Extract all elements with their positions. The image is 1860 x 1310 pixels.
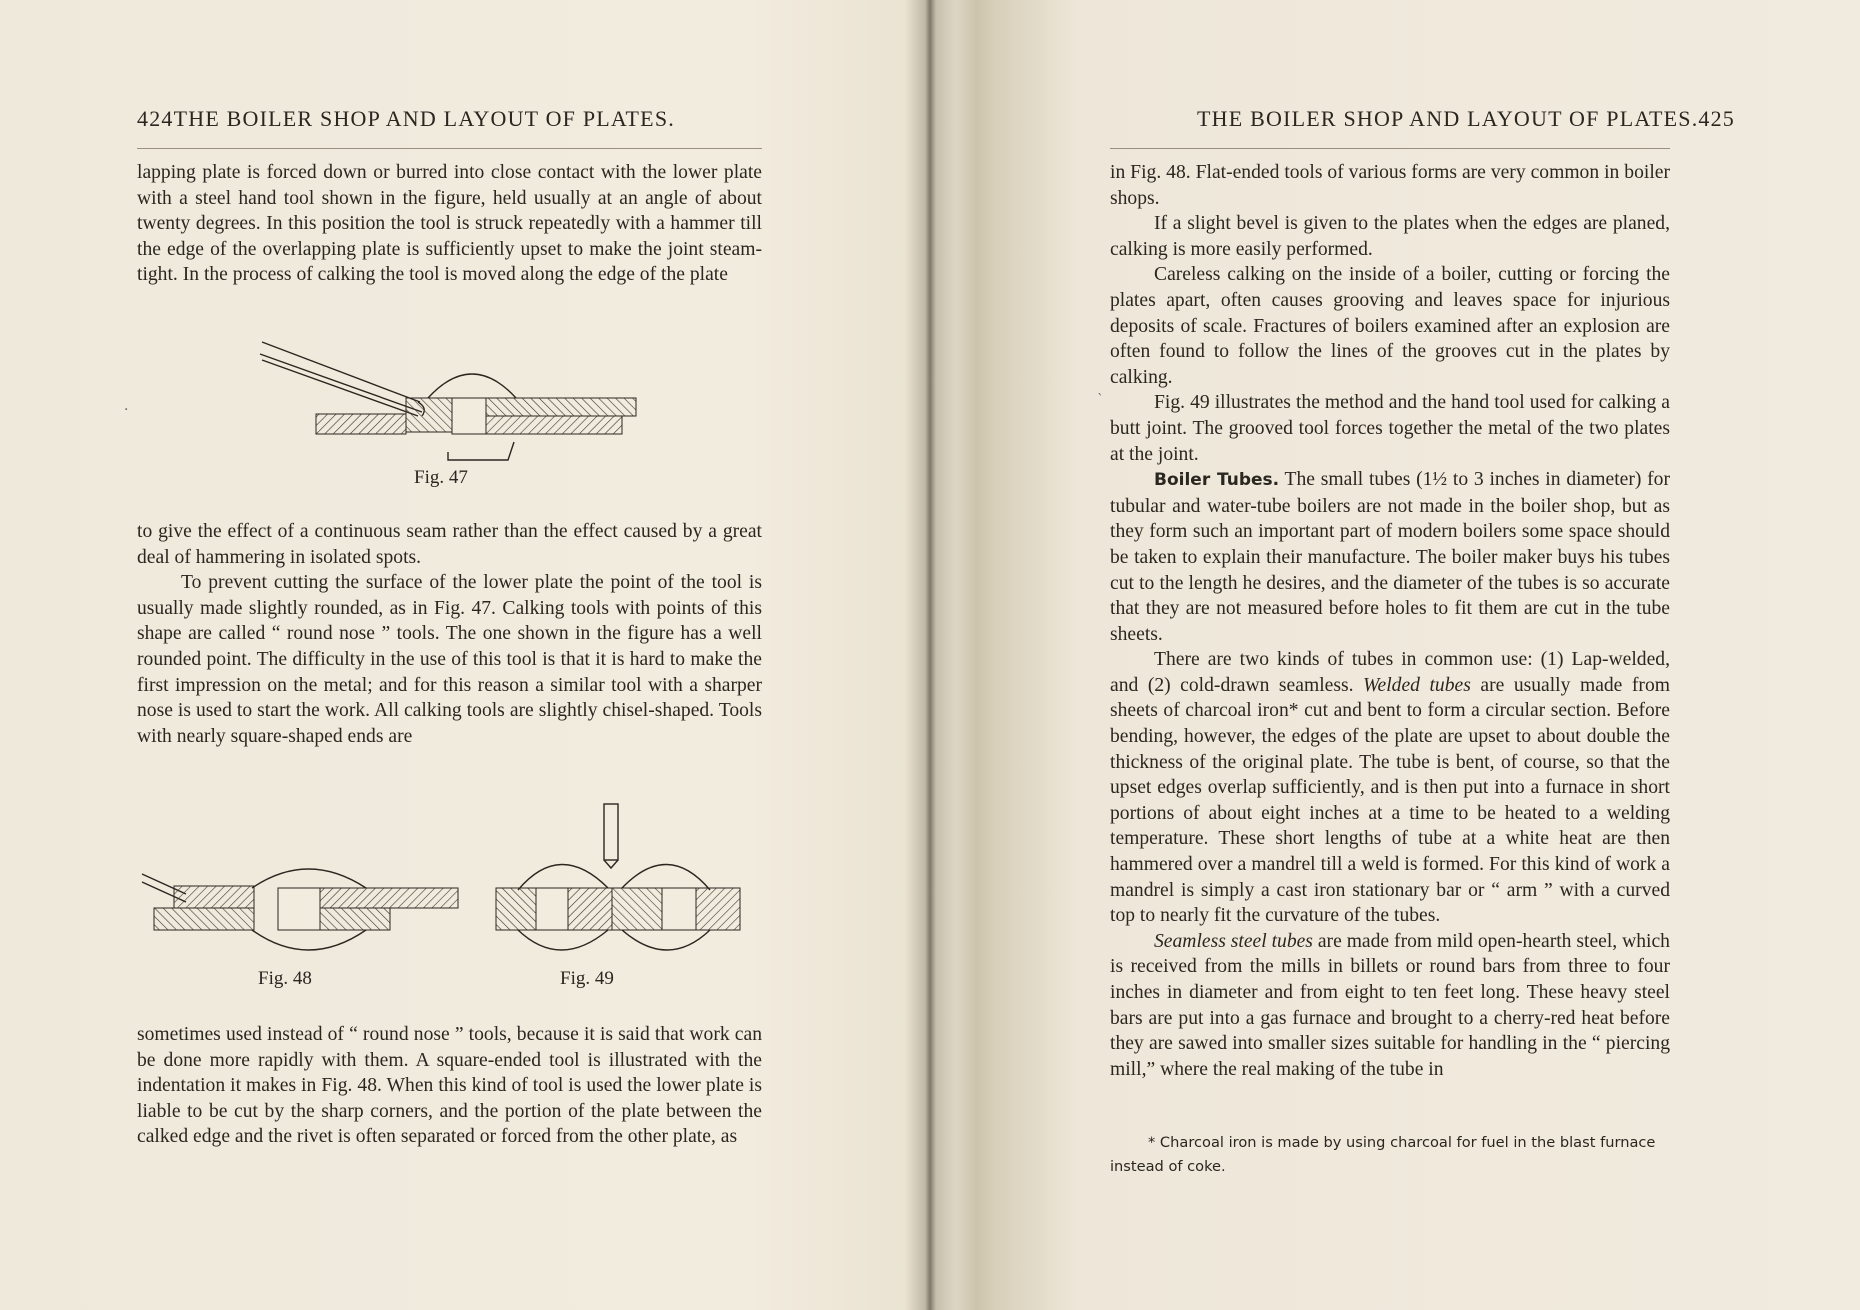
seamless-tubes-term: Seamless steel tubes: [1154, 930, 1313, 952]
left-paragraph-mid: [137, 519, 762, 749]
footnote-text: * Charcoal iron is made by using charcoal for fuel in the blast furnace instead of coke.: [1110, 1134, 1656, 1175]
margin-dot: ·: [124, 402, 129, 418]
left-para-4: sometimes used instead of “ round nose ” tools, because it is said that work can be done more rapidly with them. A square-ended tool is illustrated with the indentation it makes in Fig. 48. When this kind of tool is used the lower plate is liable to be cut by the sharp corners, and the portion of the plate between the calked edge and the rivet is often separated or forced from the other plate, as: [137, 1024, 762, 1148]
p6-rest: are usually made from sheets of charcoal iron* cut and bent to form a circular section. Before bending, however, the edges of the plate are upset to about double the thickness of the original plate. The tube is bent, of course, so that the upset edges overlap sufficiently, and is then put into a furnace in short portions of about eight inches at a time to be heated to a welding temperature. These short lengths of tube at a white heat are then hammered over a mandrel till a weld is formed. For this kind of work a mandrel is simply a cast iron stationary bar or “ arm ” with a curved top to nearly fit the curvature of the tubes.: [1110, 674, 1670, 927]
left-head-rule: [137, 148, 762, 149]
left-para-1: lapping plate is forced down or burred into close contact with the lower plate with a steel hand tool shown in the figure, held usually at an angle of about twenty degrees. In this position the tool is struck repeatedly with a hammer till the edge of the overlapping plate is sufficiently upset to make the joint steam-tight. In the process of calking the tool is moved along the edge of the plate: [137, 162, 762, 286]
right-running-head: THE BOILER SHOP AND LAYOUT OF PLATES.425: [1197, 106, 1735, 131]
right-para-4: Fig. 49 illustrates the method and the hand tool used for calking a butt joint. The grooved tool forces together the metal of the two plates at the joint.: [1110, 392, 1670, 465]
right-text-block: [1110, 160, 1670, 1082]
boiler-tubes-text: The small tubes (1½ to 3 inches in diameter) for tubular and water-tube boilers are not made in the boiler shop, but as they form such an important part of modern boilers some space should be taken to explain their manufacture. The boiler maker buys his tubes cut to the length he desires, and the diameter of the tubes is so accurate that they are not measured before holes to fit them are cut in the tube sheets.: [1110, 469, 1670, 645]
right-para-6: [1110, 647, 1670, 929]
figure-48: [140, 860, 470, 960]
footnote: [1110, 1131, 1670, 1179]
right-para-3: Careless calking on the inside of a boiler, cutting or forcing the plates apart, often causes grooving and leaves space for injurious deposits of scale. Fractures of boilers examined after an explosion are often found to follow the lines of the grooves cut in the plates by calking.: [1110, 264, 1670, 388]
figure-47: [250, 330, 650, 470]
right-page: [935, 0, 1860, 1310]
right-para-5: [1110, 467, 1670, 647]
p6-start: There are two kinds of tubes in common use: (1) Lap-welded, and (2) cold-drawn seamless.: [1110, 649, 1670, 696]
p7-rest: are made from mild open-hearth steel, which is received from the mills in billets or round bars from three to four inches in diameter and from eight to ten feet long. These heavy steel bars are put into a gas furnace and brought to a cherry-red heat before they are sawed into smaller sizes suitable for handling in the “ piercing mill,” where the real making of the tube in: [1110, 930, 1670, 1080]
right-para-7: [1110, 929, 1670, 1083]
boiler-tubes-heading: Boiler Tubes.: [1154, 470, 1280, 491]
fig48-caption: Fig. 48: [258, 968, 312, 989]
right-para-2: If a slight bevel is given to the plates when the edges are planed, calking is more easily performed.: [1110, 213, 1670, 260]
welded-tubes-term: Welded tubes: [1363, 674, 1471, 696]
fig49-caption: Fig. 49: [560, 968, 614, 989]
left-paragraph-bottom: [137, 1022, 762, 1150]
left-para-3: To prevent cutting the surface of the lower plate the point of the tool is usually made slightly rounded, as in Fig. 47. Calking tools with points of this shape are called “ round nose ” tools. The one shown in the figure has a well rounded point. The difficulty in the use of this tool is that it is hard to make the first impression on the metal; and for this reason a similar tool with a sharper nose is used to start the work. All calking tools are slightly chisel-shaped. Tools with nearly square-shaped ends are: [137, 572, 762, 747]
right-head-rule: [1110, 148, 1670, 149]
fig47-caption: Fig. 47: [414, 467, 468, 488]
figure-49: [490, 800, 760, 960]
left-paragraph-top: [137, 160, 762, 288]
left-running-head: 424THE BOILER SHOP AND LAYOUT OF PLATES.: [137, 106, 675, 131]
right-para-1: in Fig. 48. Flat-ended tools of various forms are very common in boiler shops.: [1110, 162, 1670, 209]
tool-edge-upper: [262, 342, 420, 402]
left-para-2: to give the effect of a continuous seam rather than the effect caused by a great deal of hammering in isolated spots.: [137, 521, 762, 568]
margin-tick: ˋ: [1097, 392, 1104, 408]
